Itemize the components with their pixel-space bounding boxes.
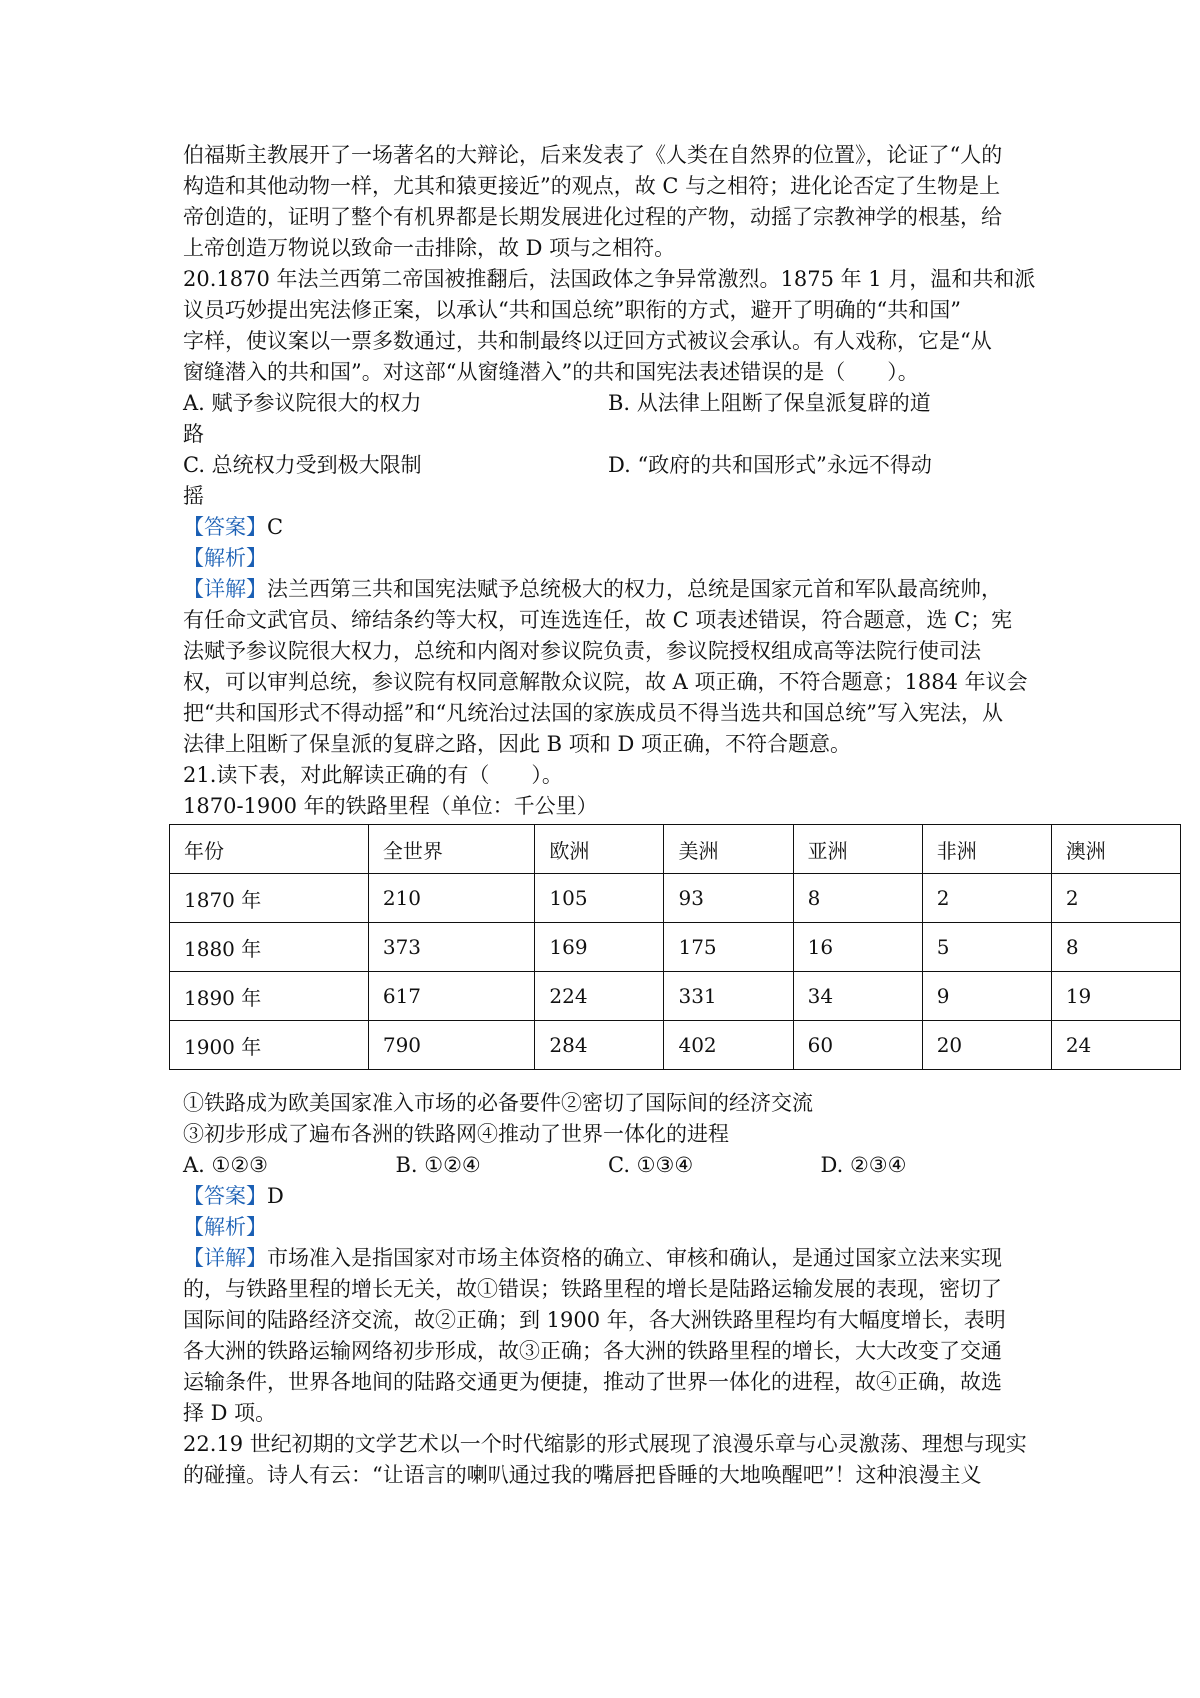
question-stem-line: 窗缝潜入的共和国”。对这部“从窗缝潜入”的共和国宪法表述错误的是（ ）。 (183, 360, 919, 384)
table-cell: 60 (793, 1021, 922, 1070)
question-22 (183, 1429, 1033, 1491)
answer-tag: 【答案】 (183, 1184, 267, 1208)
table-cell: 169 (535, 923, 664, 972)
option-a: A. 赋予参议院很大的权力 (183, 391, 422, 415)
answer-line (183, 512, 1033, 543)
detail-tag: 【详解】 (183, 1246, 267, 1270)
options-row (183, 450, 1033, 481)
table-cell: 175 (664, 923, 793, 972)
table-header-cell: 欧洲 (535, 825, 664, 874)
question-20 (183, 264, 1036, 760)
table-cell: 1890 年 (170, 972, 369, 1021)
detail-line: 有任命文武官员、缔结条约等大权，可连选连任，故 C 项表述错误，符合题意，选 C；宪 (183, 608, 1013, 632)
table-cell: 373 (368, 923, 535, 972)
table-cell: 24 (1051, 1021, 1180, 1070)
option-a: A. ①②③ (183, 1153, 268, 1177)
question-stem-line: 20.1870 年法兰西第二帝国被推翻后，法国政体之争异常激烈。1875 年 1 月，温和共和派 (183, 267, 1036, 291)
question-21 (183, 760, 1106, 1429)
detail-line: 国际间的陆路经济交流，故②正确；到 1900 年，各大洲铁路里程均有大幅度增长，表明 (183, 1308, 1006, 1332)
table-header-cell: 非洲 (922, 825, 1051, 874)
table-header-cell: 澳洲 (1051, 825, 1180, 874)
detail-line: 市场准入是指国家对市场主体资格的确立、审核和确认，是通过国家立法来实现 (267, 1246, 1002, 1270)
table-row (170, 923, 1181, 972)
table-cell: 1880 年 (170, 923, 369, 972)
table-header-row (170, 825, 1181, 874)
document-page (183, 140, 1106, 1491)
answer-line (183, 1181, 1033, 1212)
detail-line: 法兰西第三共和国宪法赋予总统极大的权力，总统是国家元首和军队最高统帅， (267, 577, 1002, 601)
option-c: C. 总统权力受到极大限制 (183, 453, 422, 477)
option-c: C. ①③④ (608, 1153, 694, 1177)
option-d-wrap: 摇 (183, 484, 204, 508)
answer-value: D (267, 1184, 284, 1208)
table-cell: 8 (1051, 923, 1180, 972)
text-line: 伯福斯主教展开了一场著名的大辩论，后来发表了《人类在自然界的位置》，论证了“人的 (183, 143, 1003, 167)
option-d: D. “政府的共和国形式”永远不得动 (608, 453, 932, 477)
statement-line: ①铁路成为欧美国家准入市场的必备要件②密切了国际间的经济交流 (183, 1091, 813, 1115)
question-stem-line: 字样，使议案以一票多数通过，共和制最终以迂回方式被议会承认。有人戏称，它是“从 (183, 329, 992, 353)
text-line: 构造和其他动物一样，尤其和猿更接近”的观点，故 C 与之相符；进化论否定了生物是上 (183, 174, 1001, 198)
table-cell: 8 (793, 874, 922, 923)
table-cell: 20 (922, 1021, 1051, 1070)
table-header-cell: 美洲 (664, 825, 793, 874)
detail-line: 运输条件，世界各地间的陆路交通更为便捷，推动了世界一体化的进程，故④正确，故选 (183, 1370, 1002, 1394)
detail-line: 的，与铁路里程的增长无关，故①错误；铁路里程的增长是陆路运输发展的表现，密切了 (183, 1277, 1002, 1301)
detail-line: 把“共和国形式不得动摇”和“凡统治过法国的家族成员不得当选共和国总统”写入宪法，从 (183, 701, 1003, 725)
option-b: B. 从法律上阻断了保皇派复辟的道 (608, 391, 931, 415)
table-cell: 9 (922, 972, 1051, 1021)
table-cell: 224 (535, 972, 664, 1021)
detail-line: 各大洲的铁路运输网络初步形成，故③正确；各大洲的铁路里程的增长，大大改变了交通 (183, 1339, 1002, 1363)
table-row (170, 972, 1181, 1021)
options-row (183, 1150, 1033, 1181)
option-b-wrap: 路 (183, 422, 204, 446)
analysis-tag: 【解析】 (183, 546, 267, 570)
detail-line: 法律上阻断了保皇派的复辟之路，因此 B 项和 D 项正确，不符合题意。 (183, 732, 851, 756)
table-cell: 790 (368, 1021, 535, 1070)
question-stem-line: 的碰撞。诗人有云：“让语言的喇叭通过我的嘴唇把昏睡的大地唤醒吧”！这种浪漫主义 (183, 1463, 982, 1487)
table-header-cell: 亚洲 (793, 825, 922, 874)
option-b: B. ①②④ (395, 1153, 481, 1177)
table-cell: 93 (664, 874, 793, 923)
statement-line: ③初步形成了遍布各洲的铁路网④推动了世界一体化的进程 (183, 1122, 729, 1146)
table-header-cell: 全世界 (368, 825, 535, 874)
table-cell: 2 (1051, 874, 1180, 923)
text-line: 上帝创造万物说以致命一击排除，故 D 项与之相符。 (183, 236, 676, 260)
table-row (170, 1021, 1181, 1070)
analysis-tag: 【解析】 (183, 1215, 267, 1239)
table-cell: 284 (535, 1021, 664, 1070)
table-cell: 1900 年 (170, 1021, 369, 1070)
railway-table (169, 824, 1181, 1070)
options-row (183, 388, 1033, 419)
detail-block (183, 574, 1033, 760)
table-caption: 1870-1900 年的铁路里程（单位：千公里） (183, 794, 598, 818)
table-cell: 34 (793, 972, 922, 1021)
question-stem-line: 21.读下表，对此解读正确的有（ ）。 (183, 763, 563, 787)
table-cell: 331 (664, 972, 793, 1021)
detail-line: 择 D 项。 (183, 1401, 277, 1425)
detail-line: 法赋予参议院很大权力，总统和内阁对参议院负责，参议院授权组成高等法院行使司法 (183, 639, 981, 663)
detail-tag: 【详解】 (183, 577, 267, 601)
table-cell: 1870 年 (170, 874, 369, 923)
table-cell: 2 (922, 874, 1051, 923)
table-cell: 16 (793, 923, 922, 972)
question-stem-line: 议员巧妙提出宪法修正案，以承认“共和国总统”职衔的方式，避开了明确的“共和国” (183, 298, 961, 322)
table-cell: 402 (664, 1021, 793, 1070)
answer-value: C (267, 515, 284, 539)
table-cell: 105 (535, 874, 664, 923)
intro-paragraph (183, 140, 1033, 264)
text-line: 帝创造的，证明了整个有机界都是长期发展进化过程的产物，动摇了宗教神学的根基，给 (183, 205, 1002, 229)
table-cell: 210 (368, 874, 535, 923)
table-row (170, 874, 1181, 923)
answer-tag: 【答案】 (183, 515, 267, 539)
table-cell: 19 (1051, 972, 1180, 1021)
detail-block (183, 1243, 1033, 1429)
table-cell: 5 (922, 923, 1051, 972)
table-header-cell: 年份 (170, 825, 369, 874)
option-d: D. ②③④ (820, 1153, 907, 1177)
table-cell: 617 (368, 972, 535, 1021)
question-stem-line: 22.19 世纪初期的文学艺术以一个时代缩影的形式展现了浪漫乐章与心灵激荡、理想与现实 (183, 1432, 1027, 1456)
detail-line: 权，可以审判总统，参议院有权同意解散众议院，故 A 项正确，不符合题意；1884 年议会 (183, 670, 1028, 694)
